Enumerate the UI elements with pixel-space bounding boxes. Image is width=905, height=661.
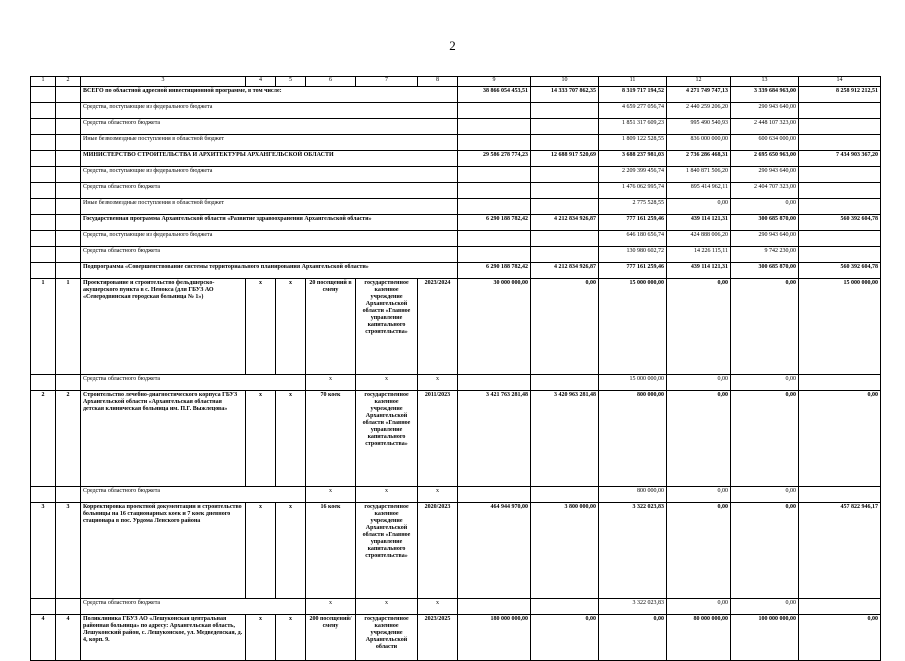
column-number-7: 7 [356,77,418,87]
value-col-12: 439 114 121,31 [667,263,731,279]
value-col-9: 3 421 763 281,48 [458,391,531,487]
empty-cell [56,167,81,183]
empty-cell [56,183,81,199]
value-col-13: 100 000 000,00 [731,615,799,661]
summary-row [31,119,881,135]
x-cell: х [418,487,458,503]
value-col-9: 464 944 970,00 [458,503,531,599]
empty-cell [31,599,56,615]
column-number-10: 10 [531,77,599,87]
column-number-8: 8 [418,77,458,87]
value-col-11: 8 319 717 194,52 [599,87,667,103]
value-col-9 [458,247,531,263]
value-col-11: 3 688 237 981,03 [599,151,667,167]
value-col-12: 439 114 121,31 [667,215,731,231]
value-col-9 [458,103,531,119]
column-number-3: 3 [81,77,246,87]
source-label: Средства областного бюджета [81,599,306,615]
column-number-13: 13 [731,77,799,87]
project-name: Корректировка проектной документации и строительство больницы на 16 стационарных коек и 7 коек дневного стационара в пос. Урдома Ленского района [81,503,246,599]
value-col-11: 3 322 023,83 [599,503,667,599]
value-col-13: 2 448 107 323,00 [731,119,799,135]
value-col-11: 2 775 528,55 [599,199,667,215]
value-col-9: 6 290 188 782,42 [458,263,531,279]
empty-cell [56,263,81,279]
empty-cell [458,599,531,615]
value-col-12: 0,00 [667,375,731,391]
project-row [31,391,881,487]
col-5-cell: х [276,503,306,599]
empty-cell [31,87,56,103]
column-number-12: 12 [667,77,731,87]
empty-cell [799,599,881,615]
value-col-10: 3 420 963 281,48 [531,391,599,487]
summary-row [31,135,881,151]
column-number-14: 14 [799,77,881,87]
empty-cell [56,247,81,263]
summary-row [31,263,881,279]
value-col-13: 300 685 870,00 [731,215,799,231]
source-label: Средства областного бюджета [81,487,306,503]
value-col-10: 3 800 000,00 [531,503,599,599]
customer-cell: государственное казенное учреждение Архангельской области [356,615,418,661]
summary-row [31,215,881,231]
empty-cell [31,231,56,247]
value-col-13: 0,00 [731,375,799,391]
empty-cell [31,167,56,183]
value-col-13: 2 404 707 323,00 [731,183,799,199]
empty-cell [458,375,531,391]
value-col-10 [531,247,599,263]
value-col-14 [799,135,881,151]
value-col-12: 0,00 [667,503,731,599]
value-col-13: 2 695 650 963,00 [731,151,799,167]
empty-cell [799,487,881,503]
row-subnumber: 3 [56,503,81,599]
empty-cell [56,87,81,103]
value-col-14: 457 822 946,17 [799,503,881,599]
capacity-cell: 70 коек [306,391,356,487]
customer-cell: государственное казенное учреждение Архангельской области «Главное управление капитального строительства» [356,503,418,599]
empty-cell [31,183,56,199]
empty-cell [56,199,81,215]
value-col-14: 7 434 903 367,20 [799,151,881,167]
empty-cell [531,487,599,503]
empty-cell [31,215,56,231]
project-name: Проектирование и строительство фельдшерско-акушерского пункта в с. Ненокса (для ГБУЗ АО «Северодвинская городская больница № 1») [81,279,246,375]
value-col-10 [531,167,599,183]
source-row [31,599,881,615]
value-col-13: 0,00 [731,503,799,599]
value-col-13: 290 943 640,00 [731,103,799,119]
value-col-10: 0,00 [531,279,599,375]
empty-cell [56,375,81,391]
col-4-cell: х [246,391,276,487]
value-col-12: 836 000 000,00 [667,135,731,151]
customer-cell: государственное казенное учреждение Архангельской области «Главное управление капитального строительства» [356,279,418,375]
customer-cell: государственное казенное учреждение Архангельской области «Главное управление капитального строительства» [356,391,418,487]
summary-label: МИНИСТЕРСТВО СТРОИТЕЛЬСТВА И АРХИТЕКТУРЫ АРХАНГЕЛЬСКОЙ ОБЛАСТИ [81,151,458,167]
capacity-cell: 200 посещений/ смену [306,615,356,661]
source-label: Средства областного бюджета [81,247,458,263]
value-col-13: 0,00 [731,199,799,215]
row-number: 1 [31,279,56,375]
value-col-13: 0,00 [731,279,799,375]
source-label: Средства, поступающие из федерального бюджета [81,231,458,247]
summary-row [31,183,881,199]
empty-cell [56,231,81,247]
value-col-11: 15 000 000,00 [599,375,667,391]
col-5-cell: х [276,391,306,487]
value-col-13: 290 943 640,00 [731,231,799,247]
value-col-11: 777 161 259,46 [599,215,667,231]
column-number-2: 2 [56,77,81,87]
value-col-11: 0,00 [599,615,667,661]
value-col-13: 290 943 640,00 [731,167,799,183]
col-4-cell: х [246,615,276,661]
value-col-11: 1 476 062 995,74 [599,183,667,199]
row-subnumber: 4 [56,615,81,661]
project-row [31,503,881,599]
period-cell: 2023/2025 [418,615,458,661]
value-col-10 [531,183,599,199]
value-col-9 [458,167,531,183]
value-col-12: 4 271 749 747,13 [667,87,731,103]
value-col-14 [799,247,881,263]
value-col-12: 14 226 115,11 [667,247,731,263]
value-col-10 [531,119,599,135]
project-row [31,279,881,375]
source-label: Средства областного бюджета [81,183,458,199]
value-col-11: 777 161 259,46 [599,263,667,279]
summary-row [31,151,881,167]
value-col-9: 6 290 188 782,42 [458,215,531,231]
summary-label: ВСЕГО по областной адресной инвестиционной программе, в том числе: [81,87,458,103]
source-row [31,375,881,391]
empty-cell [56,215,81,231]
source-label: Средства областного бюджета [81,119,458,135]
x-cell: х [306,375,356,391]
value-col-12: 1 840 871 506,20 [667,167,731,183]
source-label: Иные безвозмездные поступления в областной бюджет [81,135,458,151]
x-cell: х [306,599,356,615]
value-col-14 [799,231,881,247]
value-col-13: 0,00 [731,599,799,615]
value-col-10 [531,103,599,119]
value-col-9: 29 586 278 774,23 [458,151,531,167]
value-col-13: 0,00 [731,391,799,487]
source-label: Средства, поступающие из федерального бюджета [81,103,458,119]
row-number: 3 [31,503,56,599]
value-col-12: 0,00 [667,487,731,503]
empty-cell [31,103,56,119]
value-col-11: 3 322 023,83 [599,599,667,615]
project-name: Поликлиника ГБУЗ АО «Лешуконская центральная районная больница» по адресу: Архангельская область, Лешуконский район, с. Лешуконское, ул. Медведевская, д. 4, корп. 9. [81,615,246,661]
value-col-11: 1 851 317 609,23 [599,119,667,135]
value-col-13: 9 742 230,00 [731,247,799,263]
summary-row [31,87,881,103]
value-col-11: 4 659 277 056,74 [599,103,667,119]
value-col-9 [458,183,531,199]
column-number-4: 4 [246,77,276,87]
x-cell: х [418,375,458,391]
summary-row [31,247,881,263]
x-cell: х [356,487,418,503]
column-number-row [31,77,881,87]
row-number: 4 [31,615,56,661]
value-col-14: 15 000 000,00 [799,279,881,375]
value-col-9: 30 000 000,00 [458,279,531,375]
value-col-12: 895 414 962,11 [667,183,731,199]
period-cell: 2011/2023 [418,391,458,487]
value-col-11: 2 209 399 456,74 [599,167,667,183]
page-number: 2 [449,38,456,53]
value-col-10: 14 333 707 862,35 [531,87,599,103]
col-4-cell: х [246,503,276,599]
column-number-1: 1 [31,77,56,87]
x-cell: х [356,599,418,615]
source-label: Иные безвозмездные поступления в областной бюджет [81,199,458,215]
period-cell: 2023/2024 [418,279,458,375]
empty-cell [799,375,881,391]
row-subnumber: 1 [56,279,81,375]
value-col-10 [531,231,599,247]
value-col-12: 0,00 [667,199,731,215]
value-col-13: 600 634 000,00 [731,135,799,151]
value-col-11: 800 000,00 [599,391,667,487]
empty-cell [56,135,81,151]
col-5-cell: х [276,279,306,375]
col-5-cell: х [276,615,306,661]
summary-label: Государственная программа Архангельской области «Развитие здравоохранения Архангельской области» [81,215,458,231]
empty-cell [531,375,599,391]
source-label: Средства, поступающие из федерального бюджета [81,167,458,183]
summary-label: Подпрограмма «Совершенствование системы территориального планирования Архангельской области» [81,263,458,279]
empty-cell [31,119,56,135]
value-col-12: 2 440 259 206,20 [667,103,731,119]
value-col-13: 300 685 870,00 [731,263,799,279]
value-col-9 [458,199,531,215]
value-col-14 [799,183,881,199]
summary-row [31,103,881,119]
value-col-11: 800 000,00 [599,487,667,503]
value-col-10 [531,199,599,215]
row-subnumber: 2 [56,391,81,487]
x-cell: х [306,487,356,503]
value-col-11: 15 000 000,00 [599,279,667,375]
summary-row [31,167,881,183]
column-number-9: 9 [458,77,531,87]
value-col-14: 0,00 [799,391,881,487]
empty-cell [31,263,56,279]
capacity-cell: 20 посещений в смену [306,279,356,375]
empty-cell [31,487,56,503]
value-col-9 [458,135,531,151]
empty-cell [56,151,81,167]
summary-row [31,231,881,247]
value-col-14: 560 392 604,78 [799,215,881,231]
project-name: Строительство лечебно-диагностического корпуса ГБУЗ Архангельской области «Архангельская областная детская клиническая больница им. П.Г. Выжлецова» [81,391,246,487]
value-col-9 [458,119,531,135]
value-col-9: 38 866 054 453,51 [458,87,531,103]
empty-cell [31,375,56,391]
column-number-5: 5 [276,77,306,87]
value-col-10: 0,00 [531,615,599,661]
x-cell: х [418,599,458,615]
value-col-9: 180 000 000,00 [458,615,531,661]
value-col-11: 646 180 656,74 [599,231,667,247]
x-cell: х [356,375,418,391]
empty-cell [56,599,81,615]
empty-cell [56,103,81,119]
value-col-9 [458,231,531,247]
value-col-10: 12 688 917 520,69 [531,151,599,167]
empty-cell [531,599,599,615]
empty-cell [56,119,81,135]
empty-cell [458,487,531,503]
capacity-cell: 16 коек [306,503,356,599]
investment-program-table [30,76,881,661]
value-col-11: 1 809 122 528,55 [599,135,667,151]
value-col-10: 4 212 834 926,87 [531,263,599,279]
value-col-12: 2 736 286 468,31 [667,151,731,167]
value-col-12: 0,00 [667,599,731,615]
project-row [31,615,881,661]
source-row [31,487,881,503]
value-col-14 [799,167,881,183]
value-col-12: 0,00 [667,391,731,487]
value-col-14: 0,00 [799,615,881,661]
source-label: Средства областного бюджета [81,375,306,391]
value-col-14 [799,103,881,119]
empty-cell [31,247,56,263]
value-col-14: 8 258 912 212,51 [799,87,881,103]
empty-cell [31,135,56,151]
value-col-14: 560 392 604,78 [799,263,881,279]
table-body [31,77,881,661]
column-number-6: 6 [306,77,356,87]
col-4-cell: х [246,279,276,375]
column-number-11: 11 [599,77,667,87]
value-col-10 [531,135,599,151]
value-col-13: 0,00 [731,487,799,503]
value-col-12: 424 888 006,20 [667,231,731,247]
value-col-12: 995 490 540,93 [667,119,731,135]
period-cell: 2020/2023 [418,503,458,599]
value-col-14 [799,199,881,215]
empty-cell [31,199,56,215]
value-col-12: 0,00 [667,279,731,375]
empty-cell [31,151,56,167]
summary-row [31,199,881,215]
value-col-11: 130 980 602,72 [599,247,667,263]
row-number: 2 [31,391,56,487]
value-col-14 [799,119,881,135]
empty-cell [56,487,81,503]
value-col-10: 4 212 834 926,87 [531,215,599,231]
value-col-12: 80 000 000,00 [667,615,731,661]
value-col-13: 3 339 684 963,00 [731,87,799,103]
